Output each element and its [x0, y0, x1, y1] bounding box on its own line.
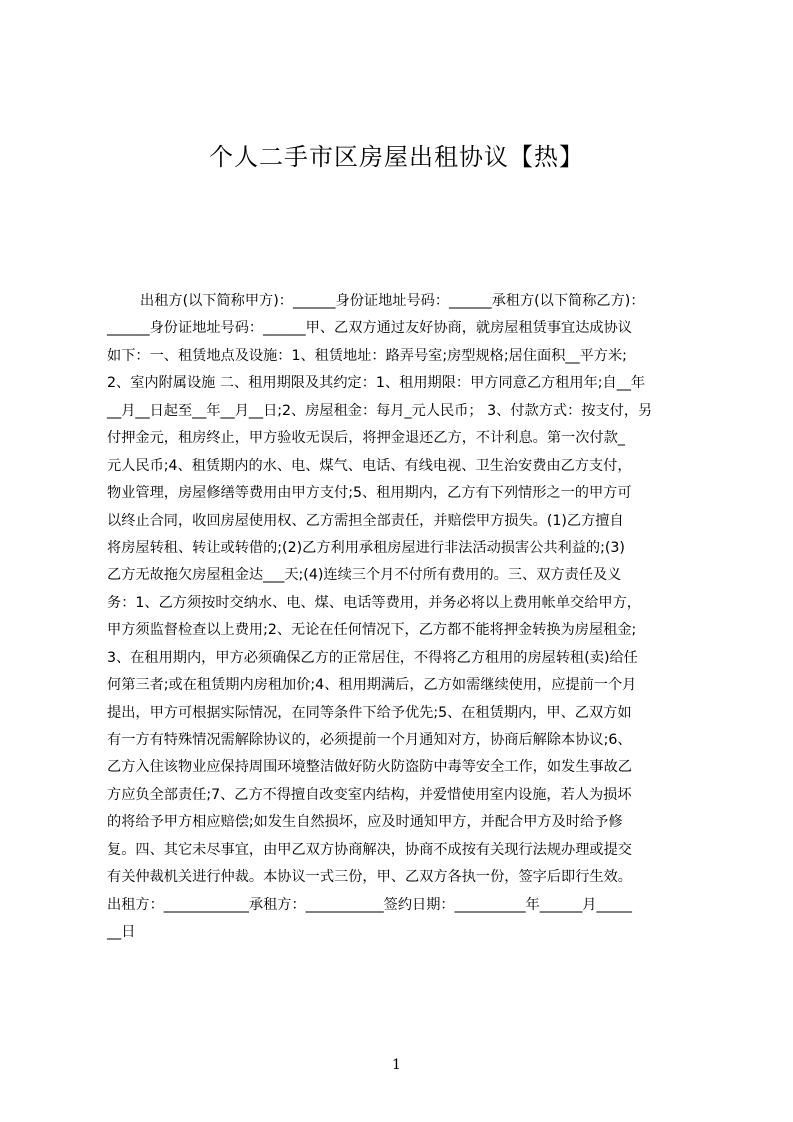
body-line: __月__日起至__年__月__日;2、房屋租金：每月_元人民币； 3、付款方式：按支付，另 [107, 402, 653, 419]
body-line: 以终止合同，收回房屋使用权、乙方需担全部责任，并赔偿甲方损失。(1)乙方擅自 [107, 512, 624, 529]
body-line: 的将给予甲方相应赔偿;如发生自然损坏，应及时通知甲方，并配合甲方及时给予修 [107, 814, 623, 831]
body-line: 甲方须监督检查以上费用;2、无论在任何情况下，乙方都不能将押金转换为房屋租金; [107, 622, 637, 639]
body-line: 将房屋转租、转让或转借的;(2)乙方利用承租房屋进行非法活动损害公共利益的;(3) [107, 539, 625, 556]
body-line: 乙方入住该物业应保持周围环境整洁做好防火防盗防中毒等安全工作，如发生事故乙 [107, 759, 632, 776]
signature-line: 出租方：____________承租方：___________签约日期：__________年______月_____ [107, 896, 632, 913]
body-line: 物业管理，房屋修缮等费用由甲方支付;5、租用期内，乙方有下列情形之一的甲方可 [107, 485, 632, 502]
body-line: 出租方(以下简称甲方)：______身份证地址号码：______承租方(以下简称乙方)： [140, 293, 645, 309]
body-line: 付押金元，租房终止，甲方验收无误后，将押金退还乙方，不计利息。第一次付款_ [107, 430, 625, 447]
body-line: 何第三者;或在租赁期内房租加价;4、租用期满后，乙方如需继续使用，应提前一个月 [107, 677, 637, 694]
document-title: 个人二手市区房屋出租协议【热】 [209, 143, 584, 171]
page-number: 1 [392, 1057, 401, 1073]
body-line: 元人民币;4、租赁期内的水、电、煤气、电话、有线电视、卫生治安费由乙方支付， [107, 457, 632, 474]
body-line: 乙方无故拖欠房屋租金达___天;(4)连续三个月不付所有费用的。三、双方责任及义 [107, 567, 622, 584]
body-line: 务：1、乙方须按时交纳水、电、煤、电话等费用，并务必将以上费用帐单交给甲方， [107, 594, 641, 611]
body-line: 如下：一、租赁地点及设施：1、租赁地址：路弄号室;房型规格;居住面积__平方米; [107, 347, 627, 364]
body-line: 2、室内附属设施 二、租用期限及其约定：1、租用期限：甲方同意乙方租用年;自__年 [107, 375, 646, 392]
body-line: 提出，甲方可根据实际情况，在同等条件下给予优先;5、在租赁期内，甲、乙双方如 [107, 704, 632, 721]
body-line: 复。四、其它未尽事宜，由甲乙双方协商解决，协商不成按有关现行法规办理或提交 [107, 841, 632, 858]
agreement-body [107, 288, 697, 941]
body-line: 3、在租用期内，甲方必须确保乙方的正常居住，不得将乙方租用的房屋转租(卖)给任 [107, 649, 638, 666]
body-line: ______身份证地址号码：______甲、乙双方通过友好协商，就房屋租赁事宜达成协议 [107, 320, 632, 337]
body-line: 方应负全部责任;7、乙方不得擅自改变室内结构，并爱惜使用室内设施，若人为损坏 [107, 786, 632, 803]
body-line: 有一方有特殊情况需解除协议的，必须提前一个月通知对方，协商后解除本协议;6、 [107, 732, 632, 748]
signature-date-line: __日 [107, 924, 136, 941]
body-line: 有关仲裁机关进行仲裁。本协议一式三份，甲、乙双方各执一份，签字后即行生效。 [107, 869, 632, 886]
